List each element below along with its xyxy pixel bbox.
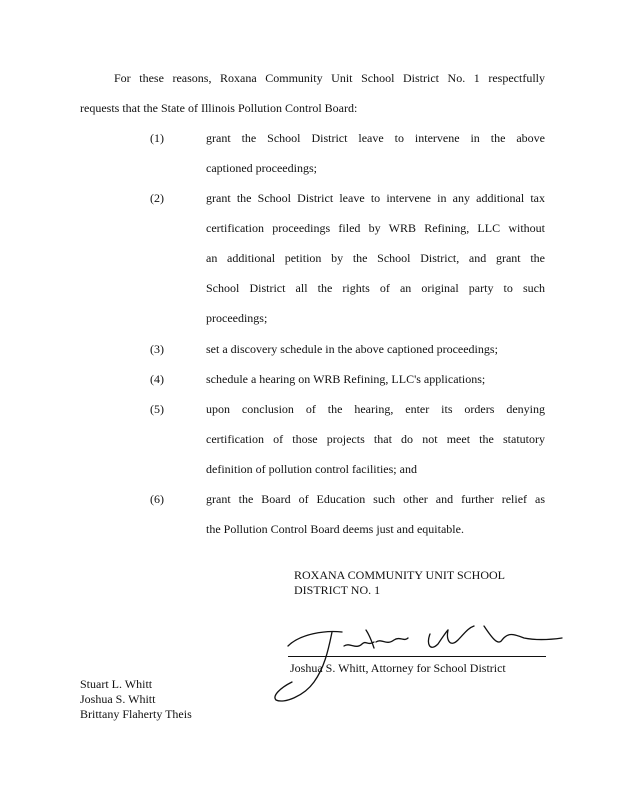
party-line-2: DISTRICT NO. 1 xyxy=(294,583,381,597)
item-2-line-2: certification proceedings filed by WRB Refining, LLC without xyxy=(206,221,545,235)
item-number: (4) xyxy=(150,372,164,386)
item-3-line-1: set a discovery schedule in the above captioned proceedings; xyxy=(206,342,498,356)
counsel-name: Joshua S. Whitt xyxy=(80,692,156,706)
item-number: (6) xyxy=(150,492,164,506)
counsel-name: Stuart L. Whitt xyxy=(80,677,153,691)
item-4-line-1: schedule a hearing on WRB Refining, LLC's applications; xyxy=(206,372,486,386)
item-5-line-3: definition of pollution control facilities; and xyxy=(206,462,417,476)
intro-line-2: requests that the State of Illinois Pollution Control Board: xyxy=(80,101,358,115)
item-2-line-5: proceedings; xyxy=(206,311,268,325)
party-line-1: ROXANA COMMUNITY UNIT SCHOOL xyxy=(294,568,506,582)
item-number: (2) xyxy=(150,191,164,205)
item-6-line-1: grant the Board of Education such other and further relief as xyxy=(206,492,545,506)
party-name xyxy=(294,568,505,598)
item-1-line-2: captioned proceedings; xyxy=(206,161,317,175)
item-number: (1) xyxy=(150,131,164,145)
intro-line-1: For these reasons, Roxana Community Unit School District No. 1 respectfully xyxy=(114,71,545,85)
item-5-line-1: upon conclusion of the hearing, enter its orders denying xyxy=(206,402,545,416)
item-2-line-1: grant the School District leave to intervene in any additional tax xyxy=(206,191,545,205)
signer-name: Joshua S. Whitt, Attorney for School District xyxy=(290,661,506,675)
signature-line xyxy=(288,656,546,657)
counsel-name: Brittany Flaherty Theis xyxy=(80,707,192,721)
item-1-line-1: grant the School District leave to intervene in the above xyxy=(206,131,545,145)
item-2-line-3: an additional petition by the School District, and grant the xyxy=(206,251,545,265)
item-number: (5) xyxy=(150,402,164,416)
item-number: (3) xyxy=(150,342,164,356)
item-6-line-2: the Pollution Control Board deems just and equitable. xyxy=(206,522,464,536)
item-5-line-2: certification of those projects that do not meet the statutory xyxy=(206,432,545,446)
item-2-line-4: School District all the rights of an original party to such xyxy=(206,281,545,295)
